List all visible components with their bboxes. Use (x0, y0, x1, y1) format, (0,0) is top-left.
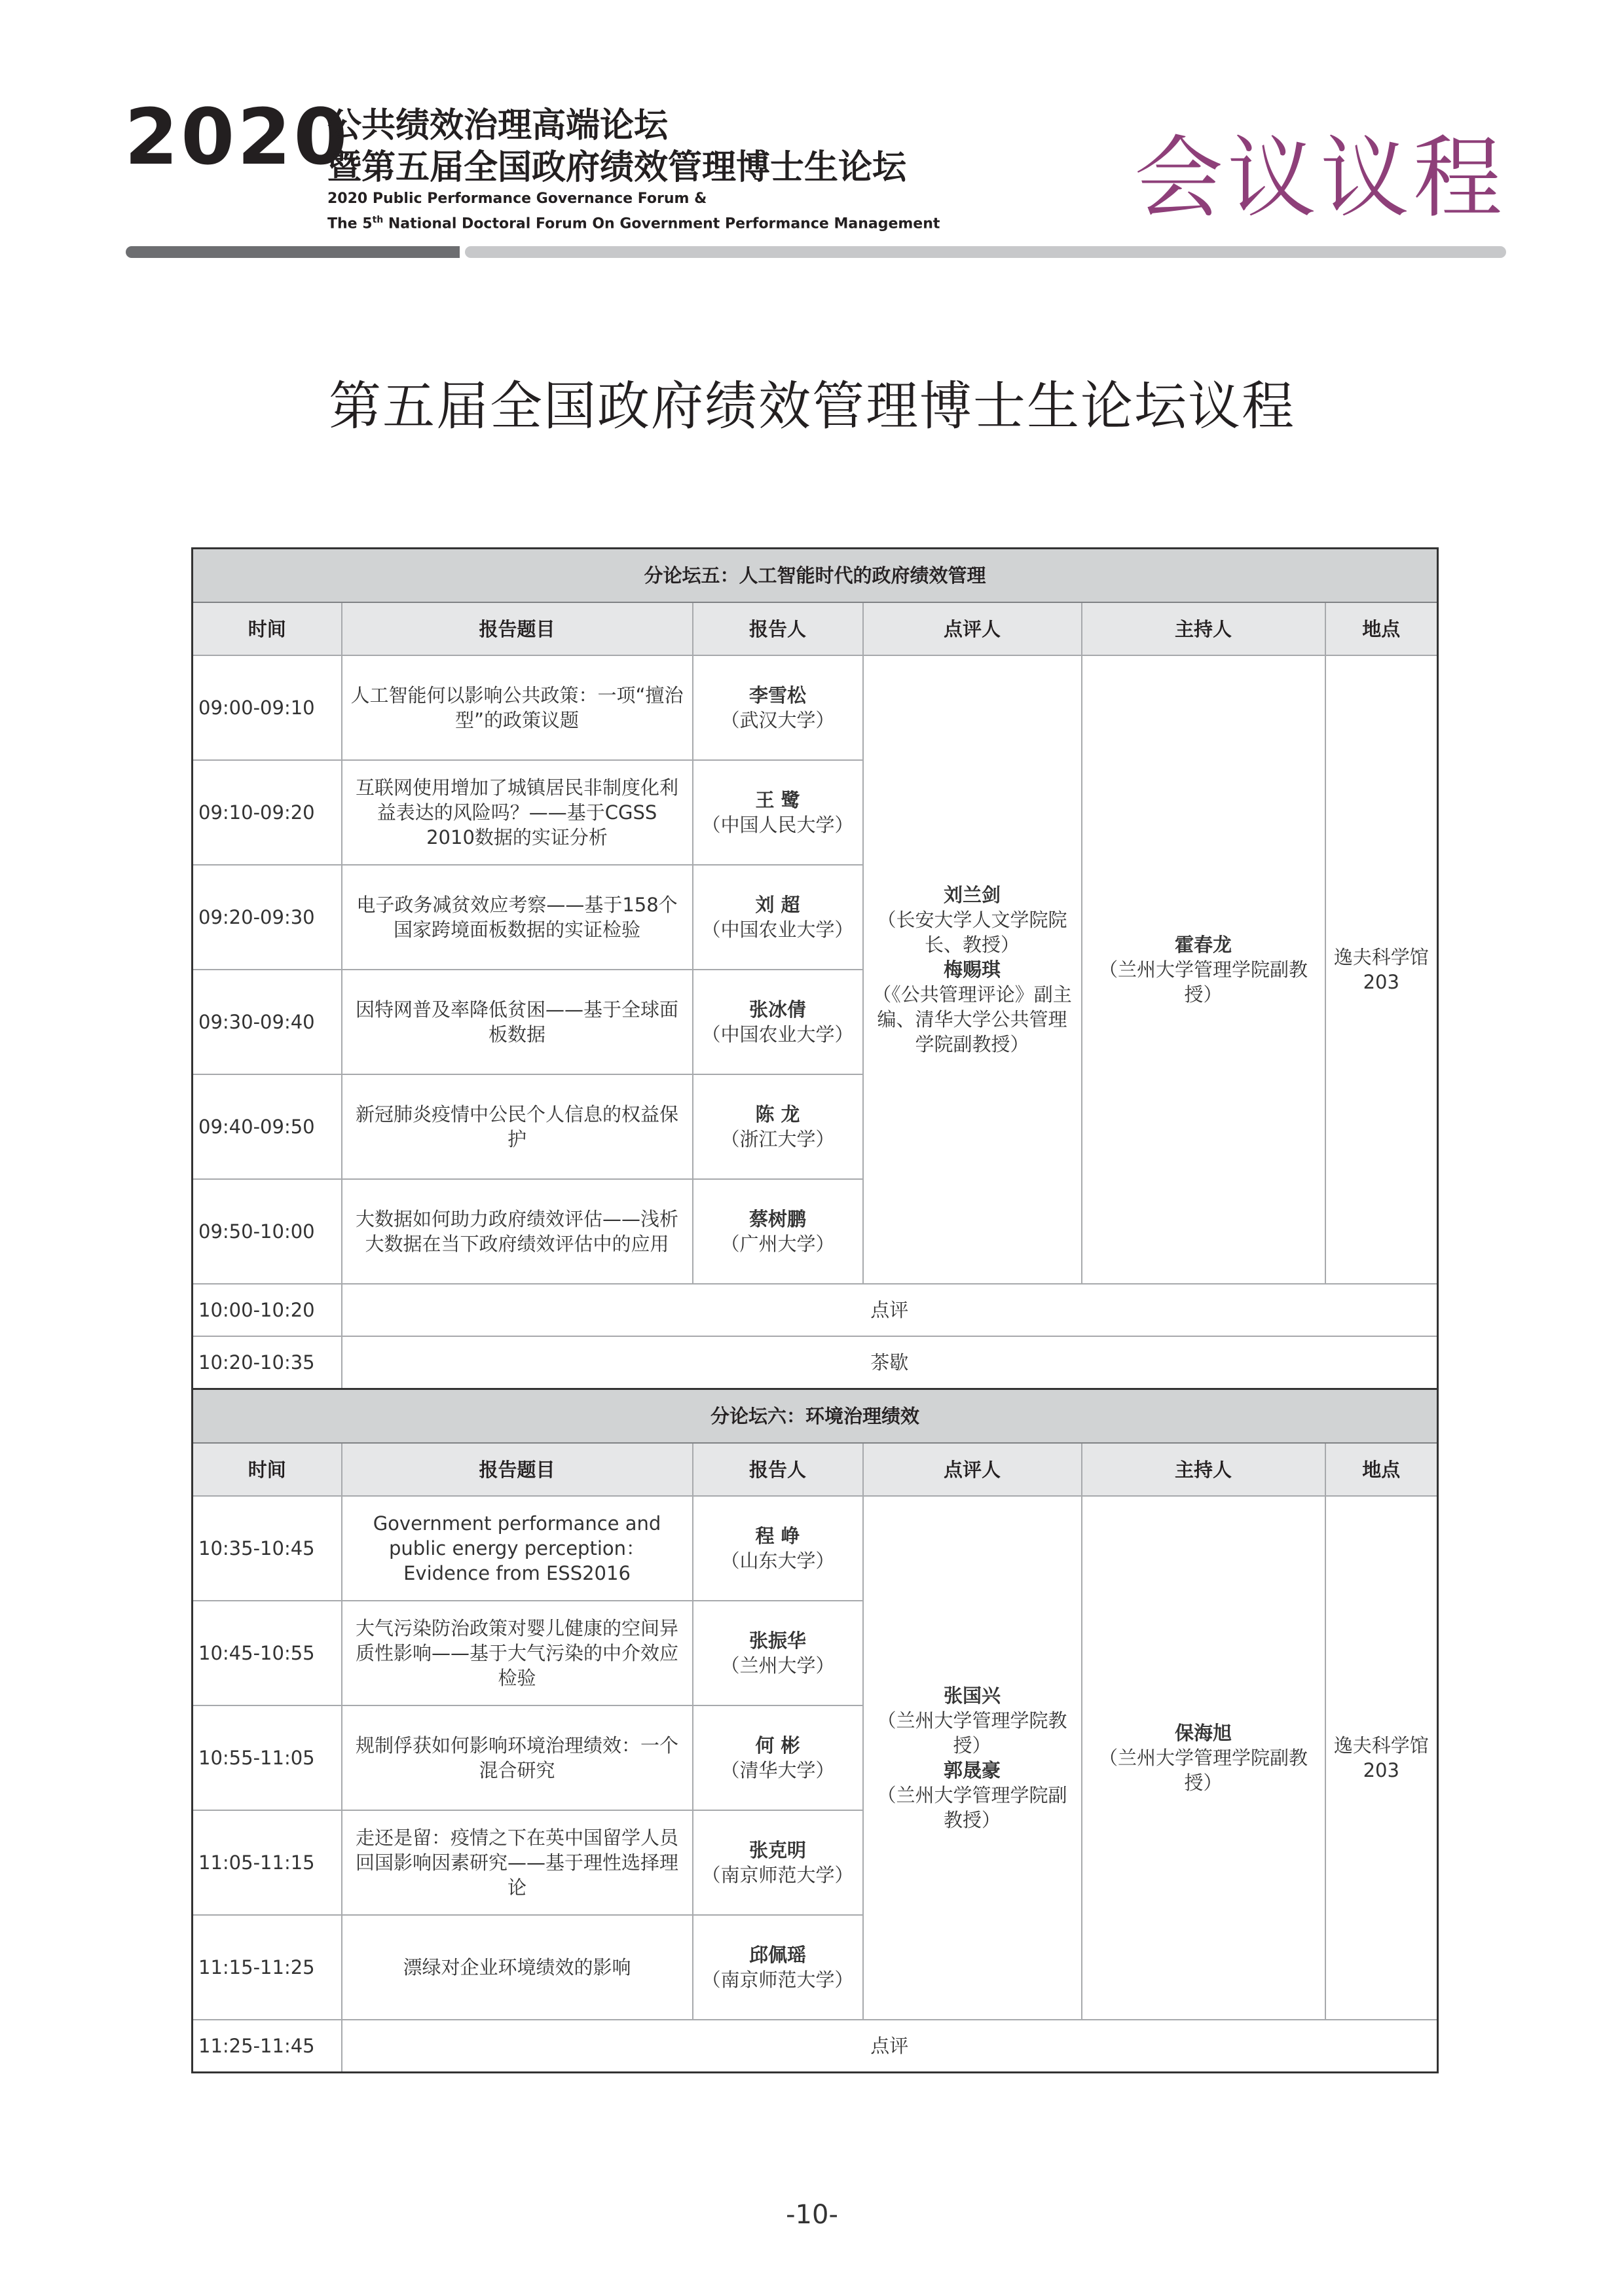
session-topic: 漂绿对企业环境绩效的影响 (342, 1915, 693, 2020)
break-time: 11:25-11:45 (193, 2020, 342, 2073)
session-time: 11:15-11:25 (193, 1915, 342, 2020)
speaker-name: 程 峥 (755, 1525, 800, 1547)
speaker-name: 何 彬 (755, 1734, 800, 1757)
speaker-org: （中国农业大学） (701, 1023, 854, 1046)
reviewer-name: 梅赐琪 (943, 958, 1001, 981)
col-header-speaker: 报告人 (693, 602, 863, 655)
session-speaker (693, 1074, 863, 1179)
header-titles (327, 105, 940, 234)
session-time: 09:20-09:30 (193, 865, 342, 970)
host-name: 霍春龙 (1174, 934, 1232, 956)
session-topic: 互联网使用增加了城镇居民非制度化利益表达的风险吗？——基于CGSS 2010数据的实证分析 (342, 760, 693, 865)
speaker-org: （中国人民大学） (701, 814, 854, 836)
session-time: 10:35-10:45 (193, 1496, 342, 1601)
forum5-banner-row (193, 549, 1438, 603)
header-title-cn-line2: 暨第五届全国政府绩效管理博士生论坛 (327, 148, 907, 187)
header-title-en-line2-post: National Doctoral Forum On Government Performance Management (383, 215, 940, 232)
reviewer-org: （长安大学人文学院院长、教授） (877, 909, 1067, 956)
reviewer-org: （兰州大学管理学院副教授） (877, 1784, 1067, 1831)
header-title-en-line2 (327, 210, 940, 234)
session-topic: 走还是留：疫情之下在英中国留学人员回国影响因素研究——基于理性选择理论 (342, 1810, 693, 1915)
speaker-name: 李雪松 (748, 684, 806, 706)
speaker-name: 陈 龙 (755, 1103, 800, 1125)
speaker-name: 蔡树鹏 (748, 1208, 806, 1230)
speaker-org: （广州大学） (720, 1233, 835, 1255)
col-header-venue: 地点 (1325, 602, 1438, 655)
page-title: 第五届全国政府绩效管理博士生论坛议程 (329, 376, 1295, 437)
session-topic: 新冠肺炎疫情中公民个人信息的权益保护 (342, 1074, 693, 1179)
header-divider-light (465, 246, 1506, 258)
forum6-venue: 逸夫科学馆203 (1325, 1496, 1438, 2020)
session-speaker (693, 1601, 863, 1705)
session-time: 09:30-09:40 (193, 970, 342, 1074)
table-row (193, 2020, 1438, 2073)
col-header-topic: 报告题目 (342, 602, 693, 655)
session-topic: 电子政务减贫效应考察——基于158个国家跨境面板数据的实证检验 (342, 865, 693, 970)
session-topic: 规制俘获如何影响环境治理绩效：一个混合研究 (342, 1705, 693, 1810)
forum6-banner-row (193, 1389, 1438, 1444)
host-name: 保海旭 (1174, 1722, 1232, 1744)
table-row (193, 1336, 1438, 1389)
speaker-name: 张克明 (748, 1839, 806, 1861)
break-label: 点评 (342, 1284, 1438, 1336)
session-topic: 大数据如何助力政府绩效评估——浅析大数据在当下政府绩效评估中的应用 (342, 1179, 693, 1284)
col-header-speaker: 报告人 (693, 1443, 863, 1496)
reviewer-name: 张国兴 (943, 1685, 1001, 1707)
table-row (193, 1496, 1438, 1601)
forum6-title: 分论坛六：环境治理绩效 (193, 1389, 1438, 1444)
session-speaker (693, 970, 863, 1074)
forum6-header-row (193, 1443, 1438, 1496)
section-title: 会议议程 (1134, 127, 1506, 230)
session-speaker (693, 1705, 863, 1810)
forum6-reviewers (863, 1496, 1082, 2020)
col-header-host: 主持人 (1082, 1443, 1325, 1496)
speaker-org: （南京师范大学） (701, 1969, 854, 1991)
table-row (193, 1284, 1438, 1336)
session-speaker (693, 760, 863, 865)
session-time: 10:55-11:05 (193, 1705, 342, 1810)
table-row (193, 655, 1438, 760)
session-time: 11:05-11:15 (193, 1810, 342, 1915)
speaker-name: 邱佩瑶 (748, 1944, 806, 1966)
session-time: 09:10-09:20 (193, 760, 342, 865)
session-time: 09:50-10:00 (193, 1179, 342, 1284)
break-label: 茶歇 (342, 1336, 1438, 1389)
speaker-name: 刘 超 (755, 894, 800, 916)
break-label: 点评 (342, 2020, 1438, 2073)
col-header-venue: 地点 (1325, 1443, 1438, 1496)
session-topic: Government performance and public energy perception：Evidence from ESS2016 (342, 1496, 693, 1601)
forum5-host (1082, 655, 1325, 1284)
forum5-reviewers (863, 655, 1082, 1284)
forum5-header-row (193, 602, 1438, 655)
session-time: 09:00-09:10 (193, 655, 342, 760)
header-title-en-line2-sup: th (372, 215, 384, 225)
reviewer-org: （兰州大学管理学院教授） (877, 1709, 1067, 1757)
speaker-org: （山东大学） (720, 1550, 835, 1572)
speaker-name: 张振华 (748, 1630, 806, 1652)
forum5-venue: 逸夫科学馆203 (1325, 655, 1438, 1284)
break-time: 10:20-10:35 (193, 1336, 342, 1389)
forum5-title: 分论坛五：人工智能时代的政府绩效管理 (193, 549, 1438, 603)
page-number: -10- (786, 2200, 838, 2230)
session-topic: 因特网普及率降低贫困——基于全球面板数据 (342, 970, 693, 1074)
header-title-en-line2-pre: The 5 (327, 215, 373, 232)
session-speaker (693, 655, 863, 760)
speaker-org: （兰州大学） (720, 1654, 835, 1677)
reviewer-name: 郭晟豪 (943, 1759, 1001, 1781)
speaker-org: （清华大学） (720, 1759, 835, 1781)
speaker-org: （浙江大学） (720, 1128, 835, 1150)
col-header-reviewer: 点评人 (863, 602, 1082, 655)
speaker-name: 王 鹭 (755, 789, 800, 811)
col-header-host: 主持人 (1082, 602, 1325, 655)
speaker-org: （南京师范大学） (701, 1864, 854, 1886)
col-header-reviewer: 点评人 (863, 1443, 1082, 1496)
session-speaker (693, 1496, 863, 1601)
col-header-time: 时间 (193, 602, 342, 655)
session-time: 09:40-09:50 (193, 1074, 342, 1179)
forum6-host (1082, 1496, 1325, 2020)
speaker-name: 张冰倩 (748, 998, 806, 1021)
speaker-org: （武汉大学） (720, 709, 835, 731)
host-org: （兰州大学管理学院副教授） (1098, 1747, 1308, 1794)
session-speaker (693, 1179, 863, 1284)
header-year: 2020 (124, 92, 350, 182)
header-divider-dark (126, 246, 460, 258)
session-topic: 大气污染防治政策对婴儿健康的空间异质性影响——基于大气污染的中介效应检验 (342, 1601, 693, 1705)
header-title-en-line1: 2020 Public Performance Governance Forum & (327, 191, 707, 207)
agenda-table (191, 547, 1439, 2073)
header-title-cn-line1: 公共绩效治理高端论坛 (327, 106, 669, 145)
session-topic: 人工智能何以影响公共政策：一项“擅治型”的政策议题 (342, 655, 693, 760)
reviewer-org: （《公共管理评论》副主编、清华大学公共管理学院副教授） (872, 983, 1072, 1055)
session-speaker (693, 1915, 863, 2020)
col-header-topic: 报告题目 (342, 1443, 693, 1496)
col-header-time: 时间 (193, 1443, 342, 1496)
speaker-org: （中国农业大学） (701, 919, 854, 941)
host-org: （兰州大学管理学院副教授） (1098, 958, 1308, 1006)
session-speaker (693, 865, 863, 970)
reviewer-name: 刘兰剑 (943, 884, 1001, 906)
session-time: 10:45-10:55 (193, 1601, 342, 1705)
session-speaker (693, 1810, 863, 1915)
break-time: 10:00-10:20 (193, 1284, 342, 1336)
